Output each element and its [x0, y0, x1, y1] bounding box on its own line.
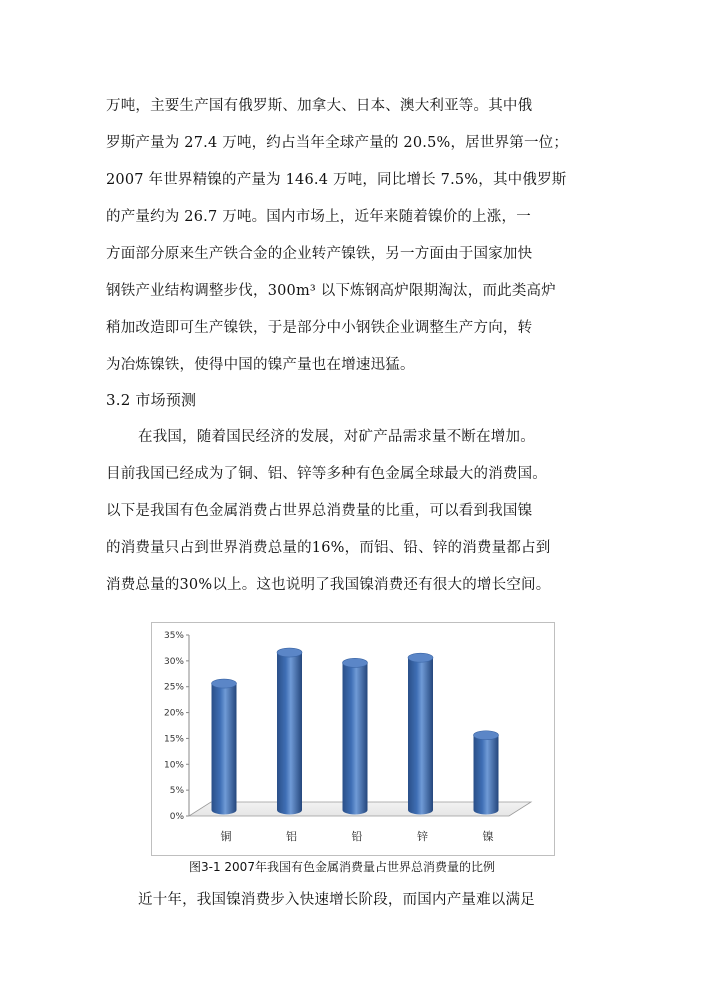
bar-top-3	[343, 658, 368, 667]
bar-4	[408, 658, 433, 815]
bar-5	[474, 735, 499, 814]
paragraph-1-line-3: 2007 年世界精镍的产量为 146.4 万吨，同比增长 7.5%，其中俄罗斯	[106, 172, 567, 188]
y-tick-label: 25%	[163, 682, 184, 693]
x-category-label-4: 锌	[417, 830, 428, 843]
paragraph-1-line-4: 的产量约为 26.7 万吨。国内市场上，近年来随着镍价的上涨，一	[106, 209, 531, 225]
figure-caption: 图3-1 2007年我国有色金属消费量占世界总消费量的比例	[189, 860, 495, 874]
bar-top-2	[277, 648, 302, 657]
paragraph-2-line-1: 在我国，随着国民经济的发展，对矿产品需求量不断在增加。	[138, 429, 535, 445]
y-tick-label: 5%	[169, 786, 184, 797]
bar-top-1	[212, 679, 237, 688]
paragraph-2-line-4: 的消费量只占到世界消费总量的16%，而铝、铅、锌的消费量都占到	[106, 540, 551, 556]
y-tick-label: 10%	[163, 760, 184, 771]
bar-2	[277, 653, 302, 815]
paragraph-2-line-3: 以下是我国有色金属消费占世界总消费量的比重，可以看到我国镍	[106, 503, 533, 519]
paragraph-1-line-7: 稍加改造即可生产镍铁，于是部分中小钢铁企业调整生产方向，转	[106, 320, 533, 336]
paragraph-2-line-2: 目前我国已经成为了铜、铝、锌等多种有色金属全球最大的消费国。	[106, 466, 547, 482]
bar-1	[212, 684, 237, 815]
x-category-label-3: 铅	[351, 830, 363, 843]
bar-top-4	[408, 653, 433, 662]
x-category-label-2: 铝	[286, 830, 297, 843]
bar-3	[343, 663, 368, 815]
section-heading: 3.2 市场预测	[106, 391, 197, 409]
paragraph-1-line-5: 方面部分原来生产铁合金的企业转产镍铁，另一方面由于国家加快	[106, 246, 533, 262]
chart-canvas	[152, 623, 554, 855]
x-category-label-5: 镍	[482, 830, 494, 843]
y-tick-label: 0%	[169, 812, 184, 822]
paragraph-1-line-2: 罗斯产量为 27.4 万吨，约占当年全球产量的 20.5%，居世界第一位；	[106, 135, 569, 151]
paragraph-1-line-8: 为冶炼镍铁，使得中国的镍产量也在增速迅猛。	[106, 357, 415, 373]
y-tick-label: 35%	[163, 631, 184, 641]
paragraph-1-line-1: 万吨，主要生产国有俄罗斯、加拿大、日本、澳大利亚等。其中俄	[106, 98, 533, 114]
y-tick-label: 30%	[163, 656, 184, 667]
bar-top-5	[474, 731, 499, 740]
paragraph-1-line-6: 钢铁产业结构调整步伐，300m³ 以下炼钢高炉限期淘汰，而此类高炉	[106, 283, 556, 299]
y-tick-label: 20%	[163, 708, 184, 719]
x-category-label-1: 铜	[220, 830, 232, 843]
paragraph-3-line-1: 近十年，我国镍消费步入快速增长阶段，而国内产量难以满足	[138, 892, 535, 908]
y-tick-label: 15%	[163, 734, 184, 745]
paragraph-2-line-5: 消费总量的30%以上。这也说明了我国镍消费还有很大的增长空间。	[106, 577, 551, 593]
consumption-share-chart	[151, 622, 555, 856]
